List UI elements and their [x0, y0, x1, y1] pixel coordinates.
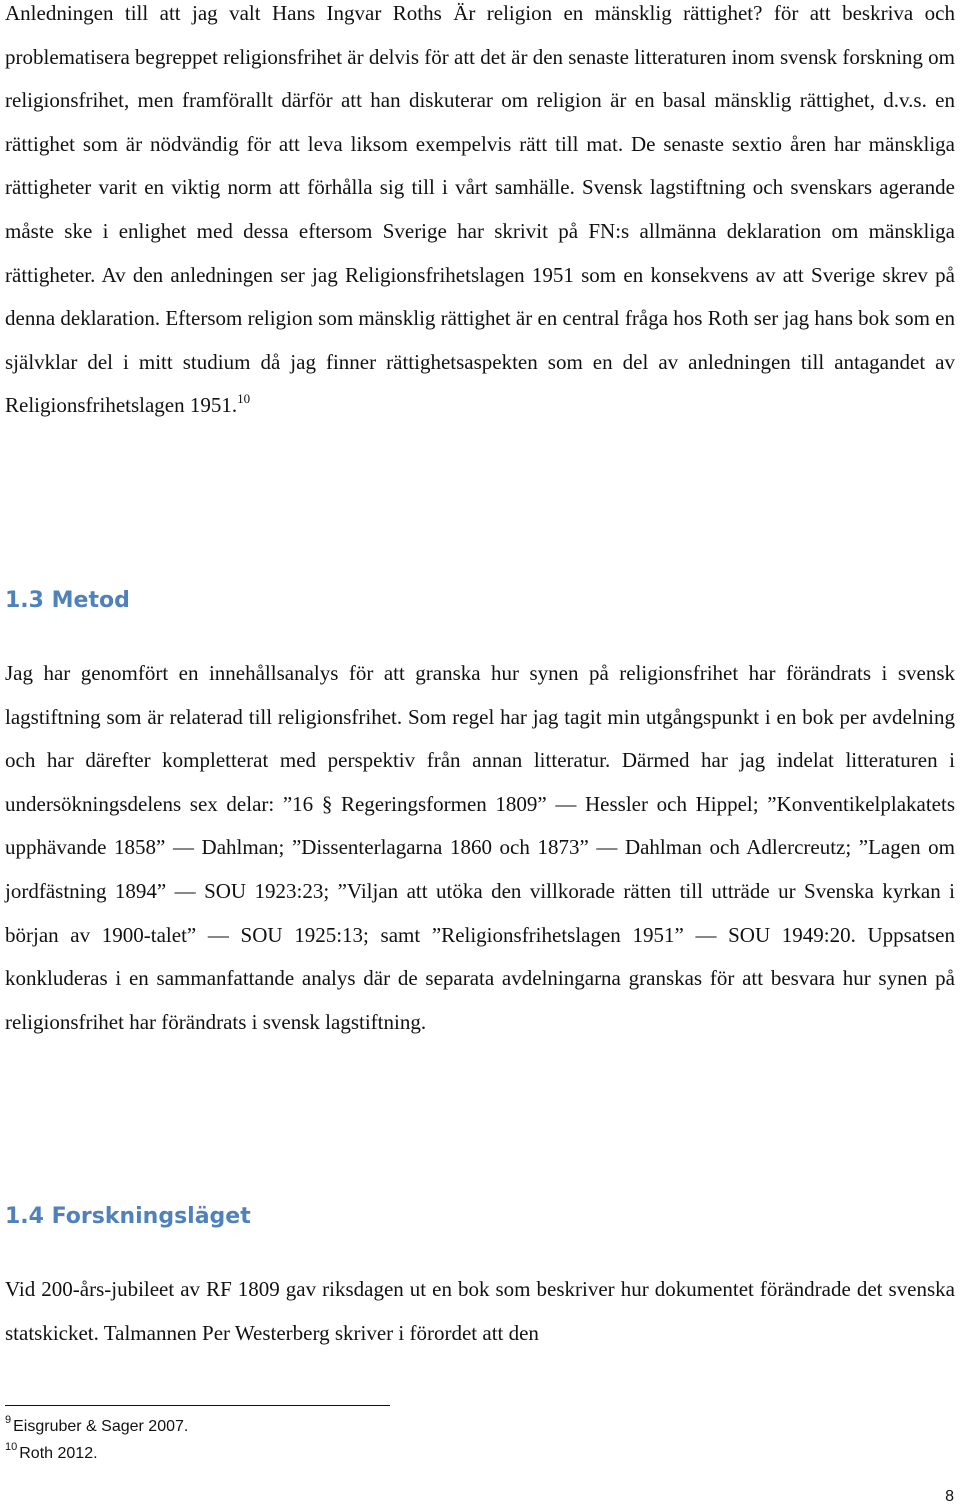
page-number: 8	[945, 1488, 954, 1505]
intro-paragraph-text: Anledningen till att jag valt Hans Ingvar Roths Är religion en mänsklig rättighet? för att beskriva och problematisera begreppet religionsfrihet är delvis för att det är den senaste litteraturen inom svensk forskning om religionsfrihet, men framförallt därför att han diskuterar om religion är en basal mänsklig rättighet, d.v.s. en rättighet som är nödvändig för att leva liksom exempelvis rätt till mat. De senaste sextio åren har mänskliga rättigheter varit en viktig norm att förhålla sig till i vårt samhälle. Svensk lagstiftning och svenskars agerande måste ske i enlighet med dessa eftersom Sverige har skrivit på FN:s allmänna deklaration om mänskliga rättigheter. Av den anledningen ser jag Religionsfrihetslagen 1951 som en konsekvens av att Sverige skrev på denna deklaration. Eftersom religion som mänsklig rättighet är en central fråga hos Roth ser jag hans bok som en självklar del i mitt studium då jag finner rättighetsaspekten som en del av anledningen till antagandet av Religionsfrihetslagen 1951.	[5, 1, 955, 418]
footnote-text: Eisgruber & Sager 2007.	[13, 1418, 189, 1435]
footnote-10	[5, 1441, 98, 1463]
metod-paragraph: Jag har genomfört en innehållsanalys för att granska hur synen på religionsfrihet har förändrats i svensk lagstiftning som är relaterad till religionsfrihet. Som regel har jag tagit min utgångspunkt i en bok per avdelning och har därefter kompletterat med perspektiv från annan litteratur. Därmed har jag indelat litteraturen i undersökningsdelens sex delar: ”16 § Regeringsformen 1809” — Hessler och Hippel; ”Konventikelplakatets upphävande 1858” — Dahlman; ”Dissenterlagarna 1860 och 1873” — Dahlman och Adlercreutz; ”Lagen om jordfästning 1894” — SOU 1923:23; ”Viljan att utöka den villkorade rätten till utträde ur Svenska kyrkan i början av 1900-talet” — SOU 1925:13; samt ”Religionsfrihetslagen 1951” — SOU 1949:20. Uppsatsen konkluderas i en sammanfattande analys där de separata avdelningarna granskas för att besvara hur synen på religionsfrihet har förändrats i svensk lagstiftning.	[5, 661, 955, 1034]
intro-paragraph	[5, 0, 955, 428]
footnote-9	[5, 1414, 189, 1436]
footnote-reference-10[interactable]: 10	[237, 391, 251, 407]
footnote-number: 9	[5, 1414, 12, 1426]
forskningslaget-paragraph: Vid 200-års-jubileet av RF 1809 gav riksdagen ut en bok som beskriver hur dokumentet förändrade det svenska statskicket. Talmannen Per Westerberg skriver i förordet att den	[5, 1277, 955, 1345]
footnote-separator	[5, 1405, 390, 1406]
section-heading-metod: 1.3 Metod	[5, 588, 130, 613]
section-heading-forskningslaget: 1.4 Forskningsläget	[5, 1204, 251, 1229]
footnote-number: 10	[5, 1441, 18, 1453]
footnote-text: Roth 2012.	[19, 1445, 98, 1462]
